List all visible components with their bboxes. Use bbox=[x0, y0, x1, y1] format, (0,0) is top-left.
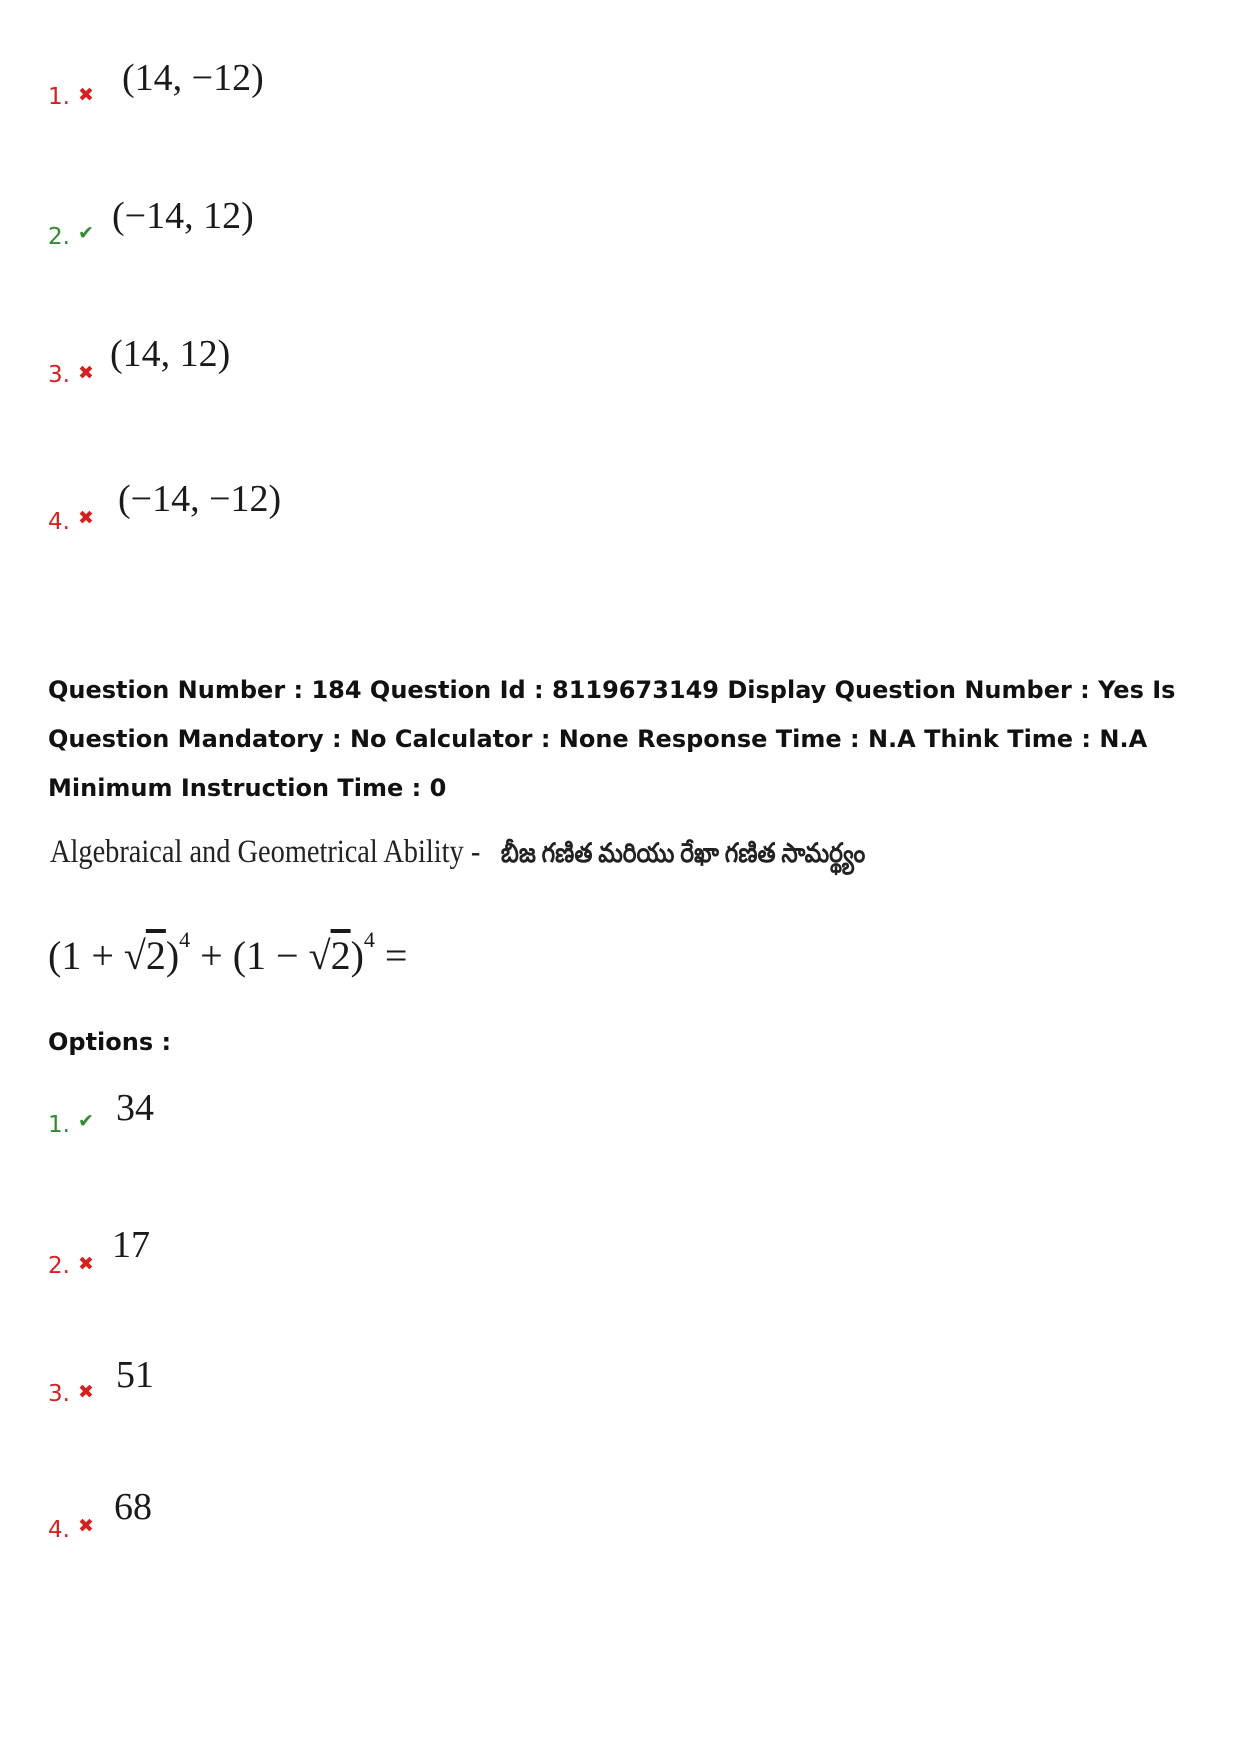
option-value: (−14, 12) bbox=[112, 195, 254, 237]
option-value: 34 bbox=[116, 1087, 154, 1129]
option-value: 51 bbox=[116, 1354, 154, 1396]
option-number: 4. bbox=[48, 509, 70, 535]
option-1 bbox=[48, 1087, 748, 1160]
option-value: 68 bbox=[114, 1486, 152, 1528]
option-4 bbox=[48, 1486, 748, 1565]
cross-icon: ✖ bbox=[78, 84, 94, 106]
option-value: (14, 12) bbox=[110, 333, 231, 375]
options-label: Options : bbox=[48, 1028, 172, 1056]
formula-part: = bbox=[374, 933, 408, 978]
option-number: 1. bbox=[48, 84, 70, 110]
formula-part: + bbox=[190, 933, 233, 978]
formula-exponent: 4 bbox=[363, 926, 375, 952]
formula-radicand: 2 bbox=[145, 933, 166, 978]
option-number: 3. bbox=[48, 1381, 70, 1407]
check-icon: ✔ bbox=[78, 1110, 94, 1132]
option-number: 2. bbox=[48, 1253, 70, 1279]
question-formula bbox=[48, 926, 408, 979]
option-number: 3. bbox=[48, 362, 70, 388]
cross-icon: ✖ bbox=[78, 1381, 94, 1403]
option-number: 2. bbox=[48, 224, 70, 250]
cross-icon: ✖ bbox=[78, 1253, 94, 1275]
prev-option-1 bbox=[48, 57, 748, 132]
formula-part: ) bbox=[165, 933, 180, 978]
option-2 bbox=[48, 1224, 748, 1301]
formula-radicand: 2 bbox=[330, 933, 351, 978]
section-title-telugu: బీజ గణిత మరియు రేఖా గణిత సామర్థ్యం bbox=[500, 838, 866, 868]
check-icon: ✔ bbox=[78, 222, 94, 244]
option-value: 17 bbox=[112, 1224, 150, 1266]
question-meta: Question Number : 184 Question Id : 8119673149 Display Question Number : Yes Is Question Mandatory : No Calculator : None Response Time : N.A Think Time : N.A Minimum Instruction Time : 0 bbox=[48, 676, 1176, 802]
option-number: 4. bbox=[48, 1517, 70, 1543]
option-value: (14, −12) bbox=[122, 57, 264, 99]
formula-exponent: 4 bbox=[179, 926, 191, 952]
cross-icon: ✖ bbox=[78, 362, 94, 384]
formula-part: (1 + √ bbox=[48, 933, 146, 978]
option-3 bbox=[48, 1354, 748, 1429]
prev-option-4 bbox=[48, 478, 748, 557]
section-title bbox=[50, 834, 865, 876]
cross-icon: ✖ bbox=[78, 507, 94, 529]
option-number: 1. bbox=[48, 1112, 70, 1138]
formula-part: ) bbox=[350, 933, 364, 978]
prev-option-2 bbox=[48, 195, 748, 272]
cross-icon: ✖ bbox=[78, 1515, 94, 1537]
option-value: (−14, −12) bbox=[118, 478, 282, 520]
section-title-english: Algebraical and Geometrical Ability - bbox=[50, 834, 481, 870]
prev-option-3 bbox=[48, 333, 748, 410]
formula-part: (1 − √ bbox=[232, 933, 331, 978]
